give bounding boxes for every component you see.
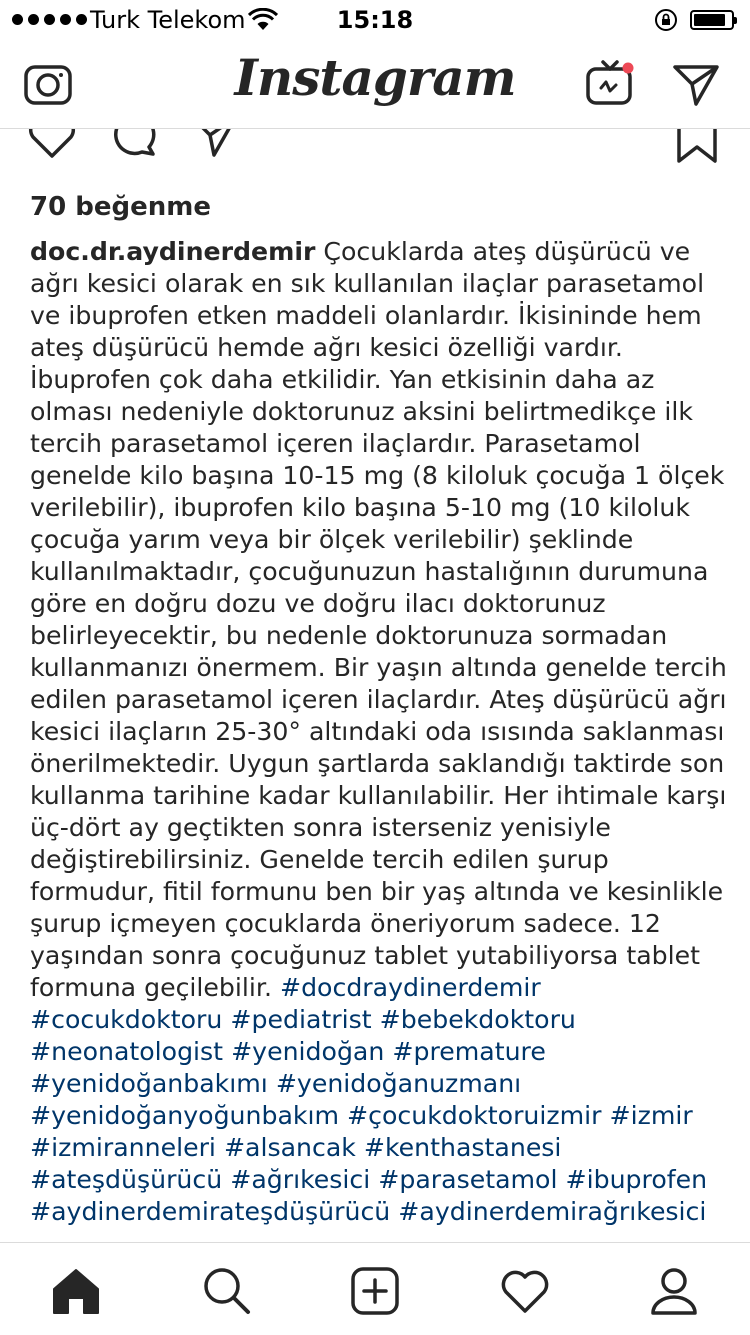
hashtag-link[interactable]: #yenidoğanyoğunbakım [30,1101,340,1130]
hashtag-link[interactable]: #izmiranneleri [30,1133,216,1162]
battery-icon [690,10,734,30]
post-actions-bar [0,129,750,169]
search-icon[interactable] [200,1265,252,1317]
igtv-badge [623,63,634,74]
caption-text: Çocuklarda ateş düşürücü ve ağrı kesici olarak en sık kullanılan ilaçlar parasetamol ve ibuprofen etken maddeli olanlardır. İkisininde hem ateş düşürücü hemde ağrı kesici özelliği vardır. İbuprofen çok daha etkilidir. Yan etkisinin daha az olması nedeniyle doktorunuz aksini belirtmedikçe ilk tercih parasetamol içeren ilaçlardır. Parasetamol genelde kilo başına 10-15 mg (8 kiloluk çocuğa 1 ölçek verilebilir), ibuprofen kilo başına 5-10 mg (10 kiloluk çocuğa yarım veya bir ölçek verilebilir) şeklinde kullanılmaktadır, çocuğunuzun hastalığının durumuna göre en doğru dozu ve doğru ilacı doktorunuz belirleyecektir, bu nedenle doktorunuza sormadan kullanmanızı önermem. Bir yaşın altında genelde tercih edilen parasetamol içeren ilaçlardır. Ateş düşürücü ağrı kesici ilaçların 25-30° altındaki oda ısısında saklanması önerilmektedir. Uygun şartlarda saklandığı taktirde son kullanma tarihine kadar kullanılabilir. Her ihtimale karşı üç-dört ay geçtikten sonra isterseniz yenisiyle değiştirebilirsiniz. Genelde tercih edilen şurup formudur, fitil formunu ben bir yaş altında ve kesinlikle şurup içmeyen çocuklarda öneriyorum sadece. 12 yaşından sonra çocuğunuz tablet yutabiliyorsa tablet formuna geçilebilir. [30,237,727,1002]
rotation-lock-icon [654,8,678,32]
hashtag-link[interactable]: #alsancak [223,1133,356,1162]
hashtag-list [30,973,707,1226]
bookmark-icon[interactable] [676,129,720,165]
hashtag-link[interactable]: #neonatologist [30,1037,224,1066]
hashtag-link[interactable]: #çocukdoktoruizmir [347,1101,602,1130]
hashtag-link[interactable]: #izmir [609,1101,693,1130]
status-time: 15:18 [336,6,414,34]
hashtag-link[interactable]: #yenidoğan [231,1037,385,1066]
comment-icon[interactable] [108,129,160,161]
instagram-logo[interactable]: Instagram [234,48,516,107]
carrier-name: Turk Telekom [90,6,246,34]
share-icon[interactable] [188,129,240,161]
hashtag-link[interactable]: #ibuprofen [565,1165,708,1194]
new-post-icon[interactable] [349,1265,401,1317]
direct-send-icon[interactable] [670,58,722,110]
bottom-tab-bar [0,1242,750,1335]
home-icon[interactable] [50,1265,102,1317]
likes-count[interactable]: 70 beğenme [30,192,211,222]
profile-icon[interactable] [648,1265,700,1317]
hashtag-link[interactable]: #premature [392,1037,546,1066]
hashtag-link[interactable]: #kenthastanesi [363,1133,562,1162]
heart-icon[interactable] [26,129,78,163]
activity-heart-icon[interactable] [499,1265,551,1317]
status-bar [0,0,750,40]
hashtag-link[interactable]: #aydinerdemirateşdüşürücü [30,1197,391,1226]
hashtag-link[interactable]: #ağrıkesici [230,1165,371,1194]
hashtag-link[interactable]: #cocukdoktoru [30,1005,223,1034]
caption-username[interactable]: doc.dr.aydinerdemir [30,237,316,266]
hashtag-link[interactable]: #yenidoğanuzmanı [275,1069,522,1098]
hashtag-link[interactable]: #pediatrist [230,1005,372,1034]
igtv-icon[interactable] [584,58,636,110]
hashtag-link[interactable]: #aydinerdemirağrıkesici [398,1197,707,1226]
hashtag-link[interactable]: #parasetamol [378,1165,558,1194]
caption-container [30,236,730,1241]
hashtag-link[interactable]: #docdraydinerdemir [279,973,541,1002]
post-caption [30,236,730,1228]
hashtag-link[interactable]: #yenidoğanbakımı [30,1069,268,1098]
hashtag-link[interactable]: #bebekdoktoru [379,1005,576,1034]
hashtag-link[interactable]: #ateşdüşürücü [30,1165,223,1194]
top-nav-bar [0,40,750,129]
